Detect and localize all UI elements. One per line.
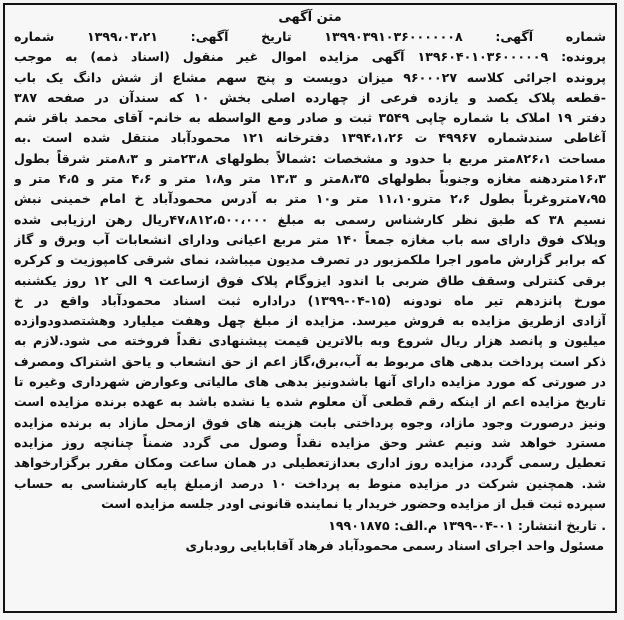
notice-text-line: مورخ پانزدهم تیر ماه نودونه (۱۵-۰۴-۱۳۹۹) دراداره ثبت اسناد محمودآباد واقع در خ	[14, 292, 606, 308]
publish-date-line: . تاریخ انتشار: ۰۱-۰۴-۱۳۹۹ م.الف: ۱۹۹۰۱۸۷۵	[328, 518, 606, 534]
notice-text-line: ذکر است پرداخت بدهی های مربوط به آب،برق،گاز اعم از حق انشعاب و یاحق اشتراک ومصرف	[14, 353, 606, 369]
notice-text-line: شد. همچنین شرکت در مزایده منوط به پرداخت ۱۰ درصد ازمبلغ پایه کارشناسی به حساب	[14, 475, 606, 491]
signature-line: مسئول واحد اجرای اسناد رسمی محمودآباد فرهاد آقابابایی رودباری	[185, 538, 604, 554]
notice-text-line: آغاطی سندشماره ۴۹۹۶۷ ت ۱۳۹۴،۱،۲۶ دفترخانه ۱۲۱ محمودآباد منتقل شده است .به	[14, 130, 606, 146]
notice-text-line: شماره آگهی: ۱۳۹۹۰۳۹۱۰۳۶۰۰۰۰۰۰۸ تاریخ آگهی: ۱۳۹۹،۰۳،۲۱ شماره	[14, 29, 606, 44]
notice-text-line: پرونده: ۱۳۹۶۰۴۰۱۰۳۶۰۰۰۰۰۹ آگهی مزایده اموال غیر منقول (اسناد ذمه) به موجب	[14, 49, 606, 65]
notice-frame	[3, 3, 617, 613]
notice-text-line: پرونده اجرائی کلاسه ۹۶۰۰۰۲۷ میزان دویست و پنج سهم مشاع از شش دانگ یک باب	[14, 69, 606, 85]
notice-text-line: تعطیل رسمی گردد، مزایده روز اداری بعدازتعطیلی در همان ساعت ومکان مقرر برگزارخواهد	[14, 455, 606, 471]
notice-body	[5, 27, 615, 514]
notice-text-line: سپرده ثبت قبل از مزایده وحضور خریدار یا نماینده قانونی اودر جلسه مزایده است	[101, 495, 606, 511]
notice-title: متن آگهی	[278, 10, 342, 25]
notice-text-line: -قطعه پلاک یکصد و یازده فرعی از چهارده اصلی بخش ۱۰ که سندآن در صفحه ۳۸۷	[14, 89, 606, 105]
notice-text-line: ۱۶،۳متردهنه مغازه وجنوباً بطولهای ۸،۳۵متر و ۱۳،۳ متر و۱،۸ متر و ۴،۶ متر و ۴،۵ متر و	[14, 171, 606, 187]
notice-text-line: آزادی ازطریق مزایده به فروش میرسد. مزایده از مبلغ چهل وهفت میلیارد وهشتصدودوازده	[14, 313, 606, 329]
notice-footer	[5, 516, 615, 557]
notice-text-line: در صورتی که مورد مزایده دارای آنها باشدونیز بدهی های مالیاتی وعوارض شهرداری وغیره تا	[14, 374, 606, 390]
notice-text-line: که برابر گزارش مامور اجرا ملکمزبور در تصرف مدیون میباشد، نمای شرقی کامپوزیت و کرکره	[14, 252, 606, 268]
notice-text-line: ۷،۹۵متروغرباً بطول ۲،۶ مترو۱۱،۱۰ متر و۱۰ متر به آدرس محمودآباد خ امام خمینی نبش	[14, 191, 606, 207]
notice-text-line: مساحت ۸۲۶،۱متر مربع با حدود و مشخصات :شمالاً بطولهای ۲۳،۸متر و ۸،۳متر شرقاً بطول	[14, 150, 606, 166]
notice-text-line: مسترد خواهد شد ونیم عشر وحق مزایده نقداً وصول می گردد ضمناً چنانچه روز مزایده	[14, 434, 606, 450]
notice-text-line: ونیز درصورت وجود مازاد، وجوه پرداختی بابت هزینه های فوق ازمحل مازاد به برنده مزایده	[14, 414, 606, 430]
notice-text-line: میلیون و پانصد هزار ریال شروع وبه بالاترین قیمت پیشنهادی نقداً فروخته می شود.لازم به	[14, 333, 606, 349]
notice-text-line: وپلاک فوق دارای سه باب مغازه جمعاً ۱۴۰ متر مربع اعیانی ودارای انشعابات آب وبرق و گاز	[14, 231, 606, 247]
notice-text-line: نسیم ۳۸ که طبق نظر کارشناس رسمی به مبلغ ۴۷،۸۱۲،۵۰۰،۰۰۰ریال رهن ارزیابی شده	[14, 211, 606, 227]
notice-text-line: تاریخ مزایده اعم از اینکه رقم قطعی آن معلوم شده یا نشده باشد به عهده برنده مزایده است	[14, 394, 606, 410]
notice-text-line: برقی کنترلی وسقف طاق ضربی با اندود ایزوگام پلاک فوق ازساعت ۹ الی ۱۲ روز یکشنبه	[14, 272, 606, 288]
notice-text-line: دفتر ۱۹ املاک با شماره چاپی ۳۵۴۹ ثبت و صادر ومع الواسطه به خانم- آقای محمد باقر شم	[14, 110, 606, 126]
